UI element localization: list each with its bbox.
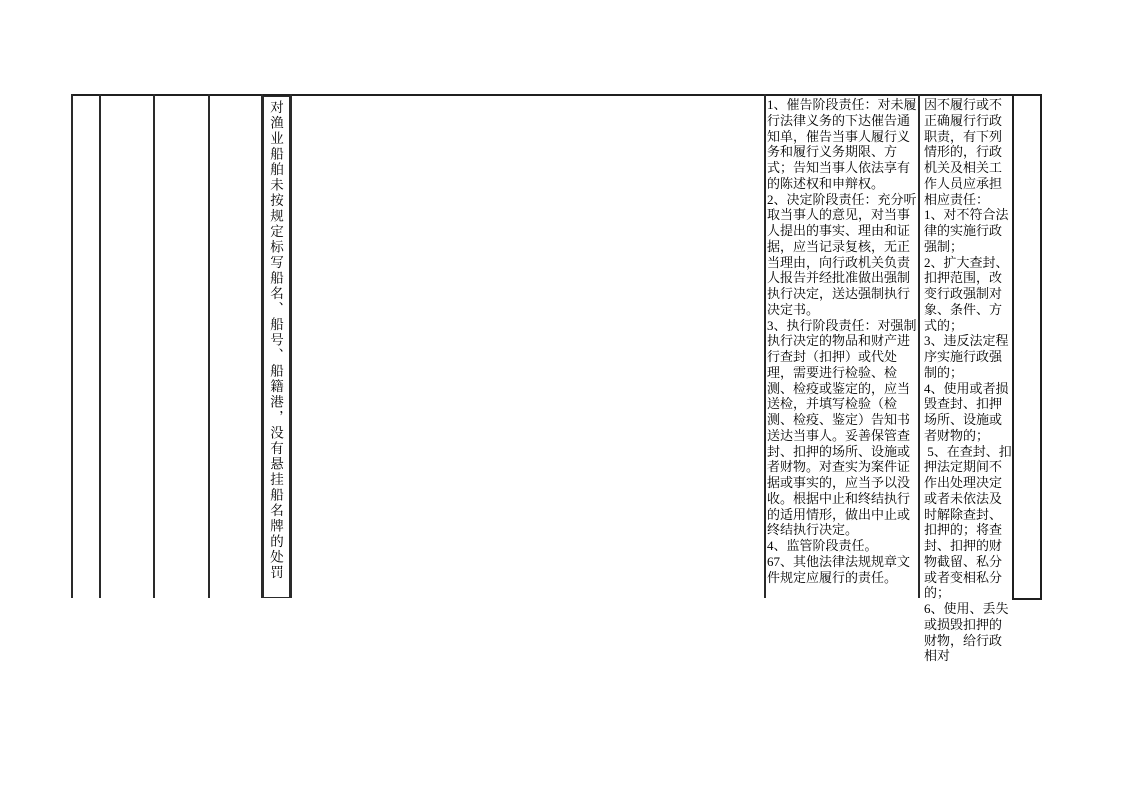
- accountability-paragraph-3: 2、扩大查封、扣押范围，改变行政强制对象、条件、方式的；: [924, 254, 1009, 333]
- accountability-paragraph-7: 6、使用、丢失或损毁扣押的财物，给行政相对: [924, 601, 1009, 664]
- accountability-paragraph-5: 4、使用或者损毁查封、扣押场所、设施或者财物的；: [924, 380, 1009, 443]
- table-top-border: [71, 94, 1042, 96]
- grid-vline-col3-left: [153, 94, 155, 598]
- duty-paragraph-5: 67、其他法律法规规章文件规定应履行的责任。: [767, 553, 911, 585]
- duty-paragraph-3: 3、执行阶段责任：对强制执行决定的物品和财产进行查封（扣押）或代处理，需要进行检验、检测、检疫或鉴定的，应当送检，并填写检验（检测、检疫、鉴定）告知书送达当事人。妥善保管查封、扣押的场所、设施或者财物。对查实为案件证据或事实的，应当予以没收。根据中止和终结执行的适用情形，做出中止或终结执行决定。: [767, 317, 917, 538]
- penalty-item-vertical-text: 对渔业船舶未按规定标写船名、船号、船籍港，没有悬挂船名牌的处罚: [268, 100, 283, 581]
- duty-paragraph-2: 2、决定阶段责任：充分听取当事人的意见，对当事人提出的事实、理由和证据，应当记录复核，无正当理由，向行政机关负责人报告并经批准做出强制执行决定，送达强制执行决定书。: [767, 191, 917, 317]
- duty-cell: [767, 97, 917, 598]
- remark-cell-box: [1012, 94, 1042, 600]
- grid-vline-penalty-cell-right: [290, 94, 292, 598]
- accountability-cell: [924, 97, 1014, 664]
- grid-vline-duty-cell-left: [764, 94, 766, 598]
- grid-vline-col2-left: [99, 94, 101, 598]
- grid-vline-col1-left: [71, 94, 73, 598]
- accountability-paragraph-6: 5、在查封、扣押法定期间不作出处理决定或者未依法及时解除查封、扣押的；将查封、扣押的财物截留、私分或者变相私分的；: [924, 443, 1012, 601]
- accountability-paragraph-4: 3、违反法定程序实施行政强制的；: [924, 333, 1009, 380]
- grid-vline-accountability-cell-left: [918, 94, 920, 598]
- accountability-paragraph-1: 因不履行或不正确履行行政职责，有下列情形的，行政机关及相关工作人员应承担相应责任：: [924, 97, 1003, 207]
- accountability-paragraph-2: 1、对不符合法律的实施行政强制；: [924, 207, 1009, 254]
- grid-vline-col4-left: [208, 94, 210, 598]
- duty-paragraph-4: 4、监管阶段责任。: [767, 538, 878, 553]
- duty-paragraph-1: 1、催告阶段责任：对未履行法律义务的下达催告通知单，催告当事人履行义务和履行义务期限、方式；告知当事人依法享有的陈述权和申辩权。: [767, 97, 917, 191]
